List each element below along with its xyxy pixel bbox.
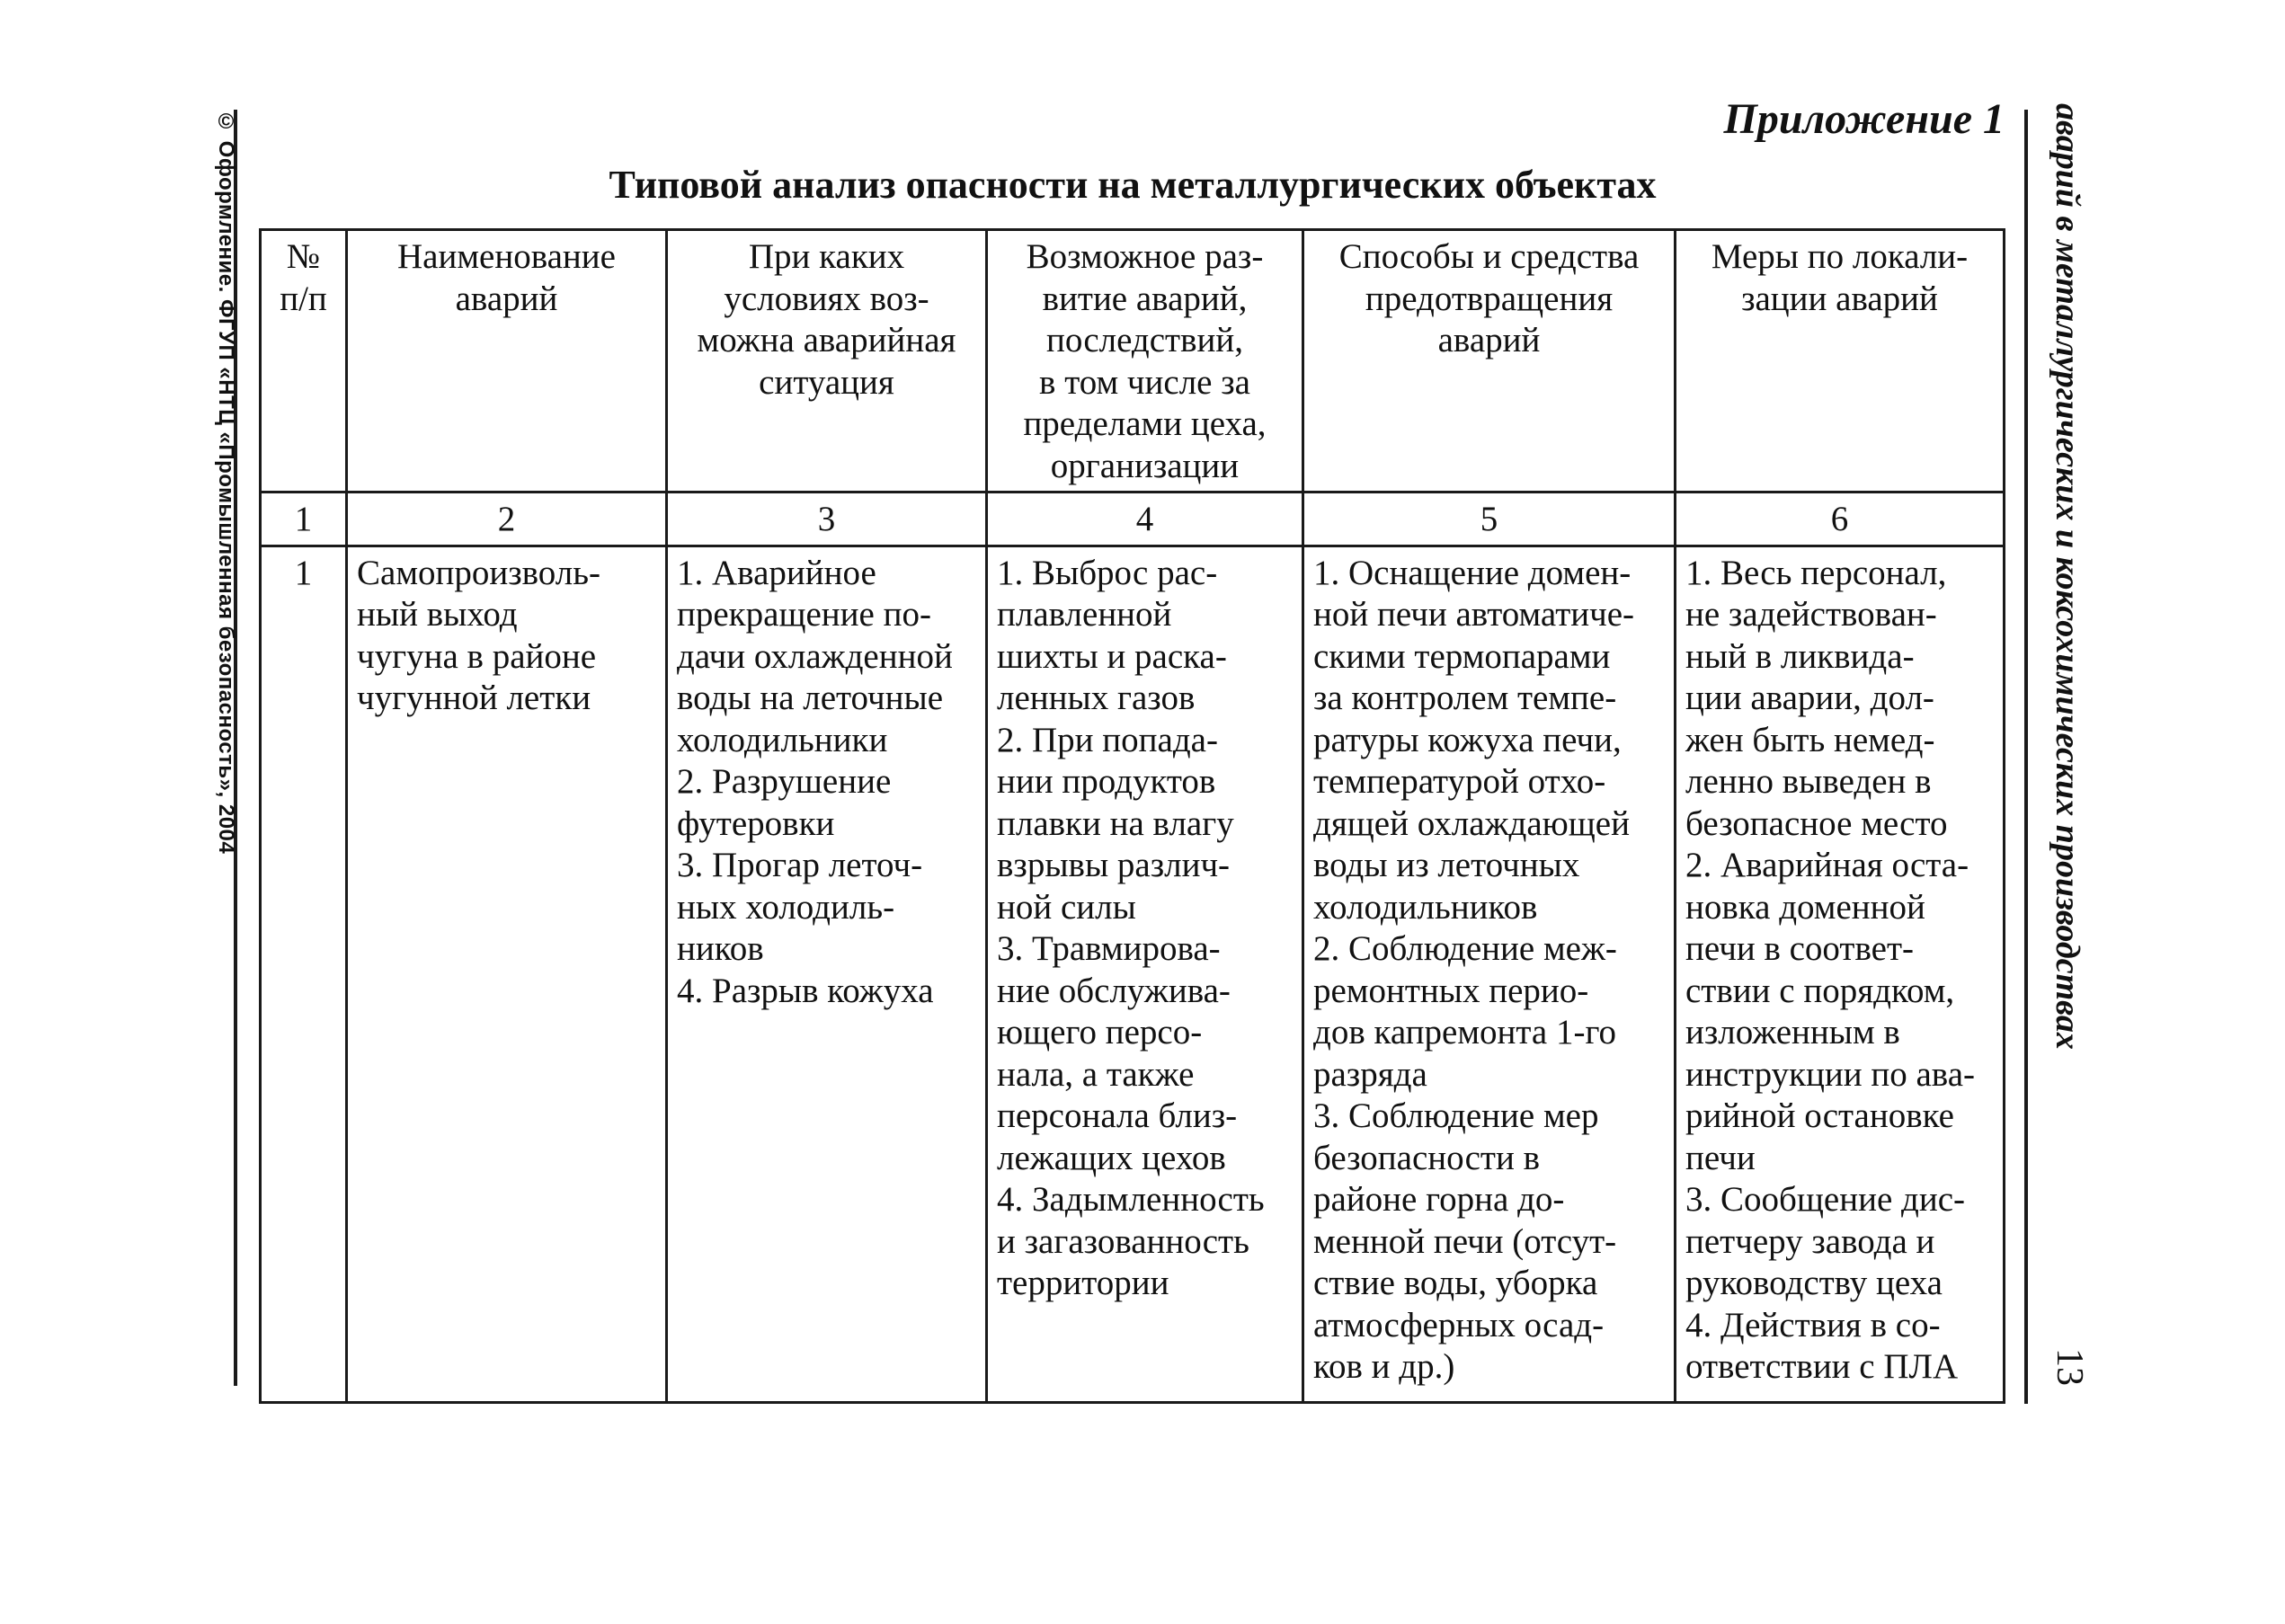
cell-line: ответствии с ПЛА (1685, 1347, 1959, 1386)
cell-line: прекращение по- (677, 595, 931, 634)
column-header-2 (347, 230, 667, 493)
cell-line: холодильников (1313, 887, 1538, 927)
cell-line: ленно выведен в (1685, 762, 1932, 801)
column-header-1 (261, 230, 347, 493)
cell-line: 3. Сообщение дис- (1685, 1180, 1966, 1219)
cell-line: руководству цеха (1685, 1264, 1943, 1302)
table-cell (1676, 546, 2005, 1402)
hazard-analysis-table (259, 228, 2005, 1404)
cell-line: лежащих цехов (997, 1138, 1226, 1177)
header-line: аварий (1437, 321, 1541, 359)
header-line: организации (1050, 446, 1240, 485)
header-line: п/п (280, 279, 327, 318)
cell-line: районе горна до- (1313, 1180, 1565, 1219)
cell-line: 1 (294, 553, 313, 592)
table-cell (1303, 546, 1676, 1402)
cell-line: безопасности в (1313, 1138, 1541, 1177)
cell-line: 3. Травмирова- (997, 929, 1221, 968)
cell-line: ной силы (997, 887, 1136, 927)
running-header-sidebar: аварий в металлургических и коксохимических производствах (2049, 103, 2086, 1050)
cell-line: ный выход (357, 595, 518, 634)
cell-line: ков и др.) (1313, 1347, 1455, 1386)
cell-line: чугунной летки (357, 679, 591, 717)
cell-line: ников (677, 929, 764, 968)
cell-line: ции аварии, дол- (1685, 679, 1934, 717)
column-header-6 (1676, 230, 2005, 493)
cell-line: 4. Разрыв кожуха (677, 971, 934, 1010)
column-number-cell: 3 (667, 493, 987, 546)
header-line: При каких (748, 237, 905, 276)
header-line: предотвращения (1365, 279, 1614, 318)
cell-line: 1. Весь персонал, (1685, 553, 1947, 592)
cell-line: плавленной (997, 595, 1172, 634)
header-line: последствий, (1045, 321, 1243, 359)
cell-line: дов капремонта 1-го (1313, 1013, 1616, 1052)
cell-line: безопасное место (1685, 803, 1948, 843)
header-line: аварий (455, 279, 558, 318)
cell-line: чугуна в районе (357, 636, 597, 676)
table-row (261, 546, 2005, 1402)
cell-line: ленных газов (997, 679, 1196, 717)
cell-line: шихты и раска- (997, 636, 1227, 676)
cell-line: 4. Задымленность (997, 1180, 1265, 1219)
cell-line: нии продуктов (997, 762, 1216, 801)
cell-line: холодильники (677, 720, 888, 759)
cell-line: изложенным в (1685, 1013, 1900, 1052)
column-header-4 (987, 230, 1303, 493)
cell-line: персонала близ- (997, 1096, 1238, 1135)
appendix-label: Приложение 1 (1723, 95, 2005, 143)
cell-line: 4. Действия в со- (1685, 1305, 1941, 1344)
right-margin-rule (2024, 110, 2028, 1404)
header-line: ситуация (759, 362, 894, 402)
header-line: условиях воз- (724, 279, 929, 318)
table-cell (987, 546, 1303, 1402)
table-cell (667, 546, 987, 1402)
cell-line: плавки на влагу (997, 803, 1234, 843)
column-header-3 (667, 230, 987, 493)
cell-line: 2. При попада- (997, 720, 1218, 759)
column-number-cell: 1 (261, 493, 347, 546)
cell-line: рийной остановке (1685, 1096, 1954, 1135)
table-cell (347, 546, 667, 1402)
header-line: в том числе за (1039, 362, 1250, 402)
header-line: Меры по локали- (1711, 237, 1969, 276)
column-number-cell: 6 (1676, 493, 2005, 546)
cell-line: ющего персо- (997, 1013, 1203, 1052)
cell-line: 2. Соблюдение меж- (1313, 929, 1617, 968)
column-number-cell: 4 (987, 493, 1303, 546)
cell-line: ствии с порядком, (1685, 971, 1955, 1010)
cell-line: печи в соответ- (1685, 929, 1914, 968)
cell-line: 1. Аварийное (677, 553, 876, 592)
cell-line: территории (997, 1264, 1169, 1302)
cell-line: петчеру завода и (1685, 1221, 1935, 1261)
cell-line: ствие воды, уборка (1313, 1264, 1598, 1302)
cell-line: дящей охлаждающей (1313, 803, 1630, 843)
cell-line: не задействован- (1685, 595, 1937, 634)
cell-line: взрывы различ- (997, 846, 1231, 884)
column-number-row (261, 493, 2005, 546)
cell-line: ние обслужива- (997, 971, 1231, 1010)
cell-line: ный в ликвида- (1685, 636, 1915, 676)
cell-line: воды на леточные (677, 679, 944, 717)
cell-line: ной печи автоматиче- (1313, 595, 1635, 634)
cell-line: за контролем темпе- (1313, 679, 1617, 717)
cell-line: разряда (1313, 1054, 1427, 1094)
cell-line: ных холодиль- (677, 887, 895, 927)
header-line: пределами цеха, (1023, 404, 1267, 443)
cell-line: скими термопарами (1313, 636, 1611, 676)
cell-line: менной печи (отсут- (1313, 1221, 1617, 1261)
header-line: можна аварийная (697, 321, 956, 359)
header-line: № (286, 237, 321, 276)
cell-line: жен быть немед- (1685, 720, 1935, 759)
cell-line: дачи охлажденной (677, 636, 953, 676)
page-title: Типовой анализ опасности на металлургических объектах (609, 163, 1657, 207)
cell-line: ремонтных перио- (1313, 971, 1589, 1010)
cell-line: температурой отхо- (1313, 762, 1606, 801)
cell-line: атмосферных осад- (1313, 1305, 1605, 1344)
cell-line: нала, а также (997, 1054, 1195, 1094)
cell-line: 3. Соблюдение мер (1313, 1096, 1599, 1135)
column-number-cell: 5 (1303, 493, 1676, 546)
cell-line: 1. Выброс рас- (997, 553, 1218, 592)
cell-line: 2. Разрушение (677, 762, 892, 801)
cell-line: футеровки (677, 803, 835, 843)
cell-line: 1. Оснащение домен- (1313, 553, 1632, 592)
cell-line: печи (1685, 1138, 1756, 1177)
page-number: 13 (2049, 1348, 2090, 1386)
cell-line: 3. Прогар леточ- (677, 846, 923, 884)
header-line: Способы и средства (1338, 237, 1640, 276)
column-header-5 (1303, 230, 1676, 493)
column-number-cell: 2 (347, 493, 667, 546)
cell-line: инструкции по ава- (1685, 1054, 1975, 1094)
header-line: зации аварий (1741, 279, 1938, 318)
table-cell (261, 546, 347, 1402)
header-line: Возможное раз- (1026, 237, 1264, 276)
header-line: Наименование (397, 237, 616, 276)
table-header-row (261, 230, 2005, 493)
cell-line: и загазованность (997, 1221, 1249, 1261)
header-line: витие аварий, (1042, 279, 1248, 318)
cell-line: Самопроизволь- (357, 553, 601, 592)
cell-line: ратуры кожуха печи, (1313, 720, 1622, 759)
cell-line: воды из леточных (1313, 846, 1580, 884)
copyright-sidebar: © Оформление. ФГУП «НТЦ «Промышленная безопасность», 2004 (214, 110, 238, 855)
cell-line: 2. Аварийная оста- (1685, 846, 1969, 884)
cell-line: новка доменной (1685, 887, 1925, 927)
